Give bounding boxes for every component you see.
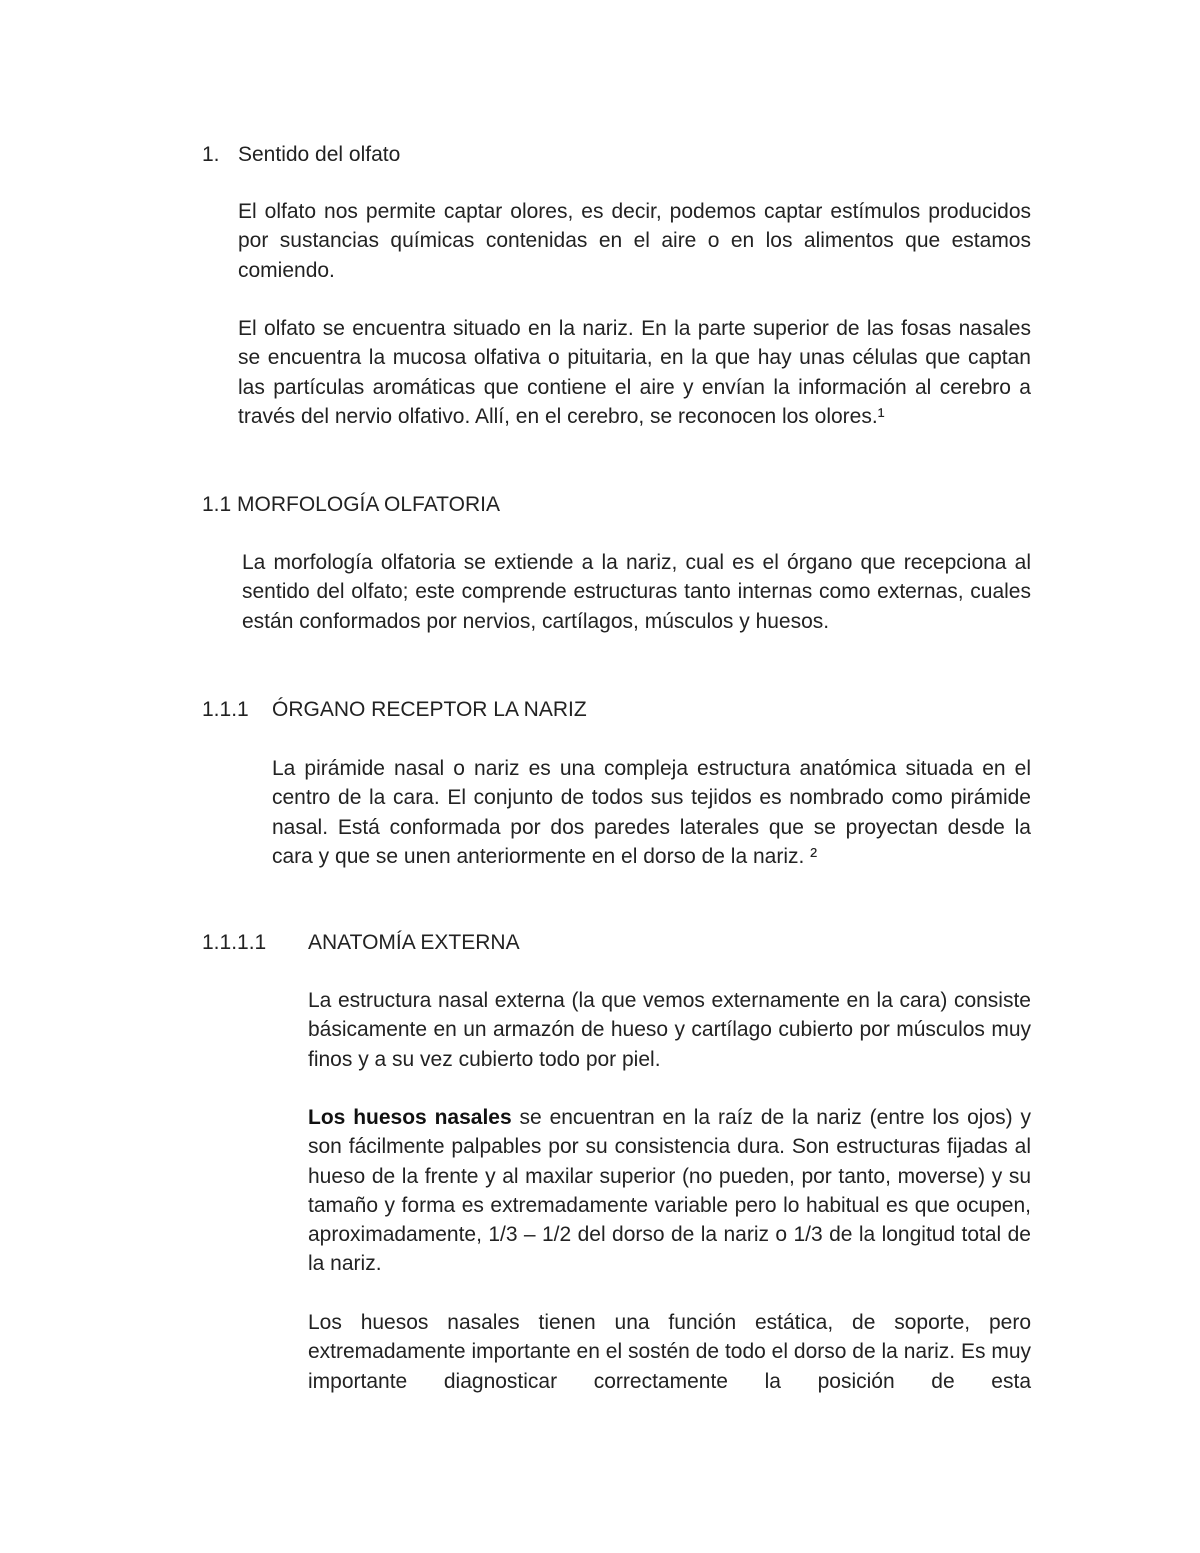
section-1-paragraph-2: El olfato se encuentra situado en la nariz. En la parte superior de las fosas nasales se encuentra la mucosa olfativa o pituitaria, en la que hay unas células que captan las partículas aromáticas que contiene el aire y envían la información al cerebro a través del nervio olfativo. Allí, en el cerebro, se reconocen los olores.¹ bbox=[238, 317, 1031, 428]
section-1-1-1-1-heading bbox=[202, 928, 520, 957]
section-1-paragraph-1: El olfato nos permite captar olores, es decir, podemos captar estímulos producidos por sustancias químicas contenidas en el aire o en los alimentos que estamos comiendo. bbox=[238, 200, 1031, 282]
section-1-1-1-heading bbox=[202, 695, 587, 724]
section-1-heading bbox=[202, 140, 400, 169]
section-1-1-paragraph: La morfología olfatoria se extiende a la nariz, cual es el órgano que recepciona al sentido del olfato; este comprende estructuras tanto internas como externas, cuales están conformados por nervios, cartílagos, músculos y huesos. bbox=[242, 551, 1031, 633]
section-1-title: Sentido del olfato bbox=[238, 143, 401, 166]
section-1-1-1-1-number: 1.1.1.1 bbox=[202, 931, 267, 954]
section-1-1-heading: 1.1 MORFOLOGÍA OLFATORIA bbox=[202, 493, 500, 516]
section-1-1-1-number: 1.1.1 bbox=[202, 698, 249, 721]
section-1-1-1-paragraph: La pirámide nasal o nariz es una compleja estructura anatómica situada en el centro de la cara. El conjunto de todos sus tejidos es nombrado como pirámide nasal. Está conformada por dos paredes laterales que se proyectan desde la cara y que se unen anteriormente en el dorso de la nariz. ² bbox=[272, 757, 1031, 868]
section-1-1-1-1-paragraph-2 bbox=[308, 1103, 1031, 1279]
section-1-1-1-title: ÓRGANO RECEPTOR LA NARIZ bbox=[272, 698, 587, 721]
section-1-number: 1. bbox=[202, 143, 220, 166]
section-1-1-1-1-paragraph-3: Los huesos nasales tienen una función estática, de soporte, pero extremadamente importante en el sostén de todo el dorso de la nariz. Es muy importante diagnosticar correctamente la posición de esta bbox=[308, 1311, 1031, 1393]
huesos-nasales-text: se encuentran en la raíz de la nariz (entre los ojos) y son fácilmente palpables por su consistencia dura. Son estructuras fijadas al hueso de la frente y al maxilar superior (no pueden, por tanto, moverse) y su tamaño y forma es extremadamente variable pero lo habitual es que ocupen, aproximadamente, 1/3 – 1/2 del dorso de la nariz o 1/3 de la longitud total de la nariz. bbox=[308, 1106, 1031, 1276]
huesos-nasales-bold-term: Los huesos nasales bbox=[308, 1106, 512, 1129]
section-1-1-1-1-paragraph-1: La estructura nasal externa (la que vemos externamente en la cara) consiste básicamente en un armazón de hueso y cartílago cubierto por músculos muy finos y a su vez cubierto todo por piel. bbox=[308, 989, 1031, 1071]
section-1-1-1-1-title: ANATOMÍA EXTERNA bbox=[308, 931, 520, 954]
